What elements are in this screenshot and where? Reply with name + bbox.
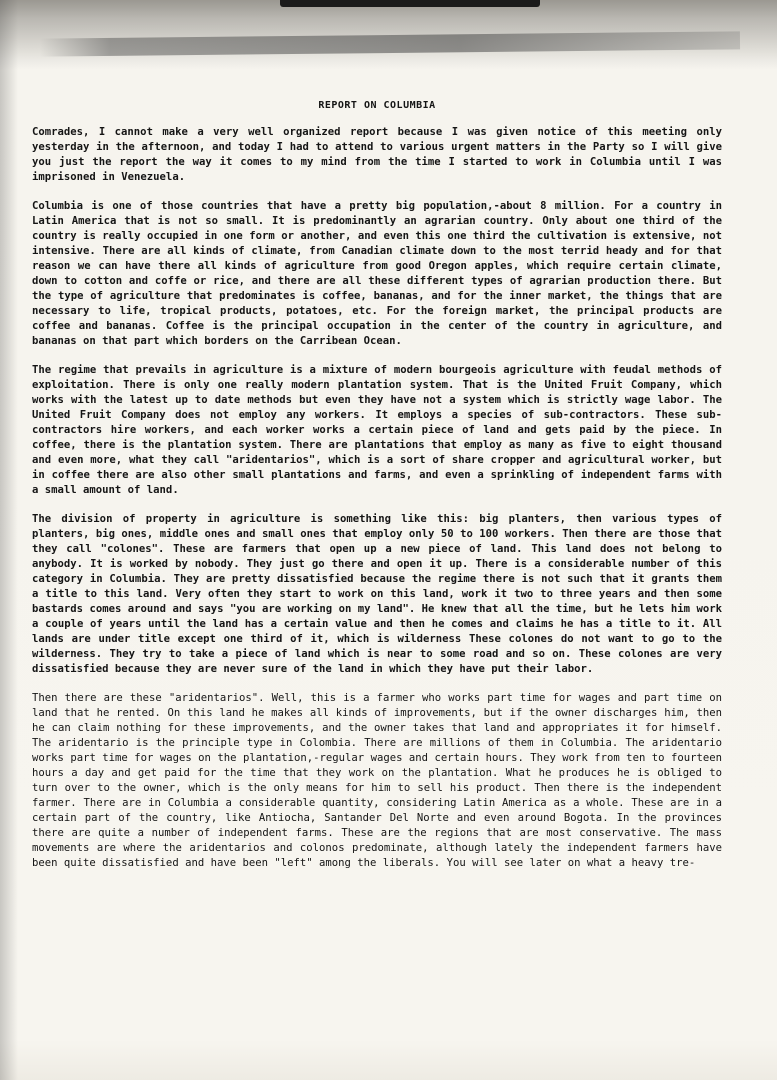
paragraph-aridentarios: Then there are these "aridentarios". Well, this is a farmer who works part time for wages and part time on land that he rented. On this land he makes all kinds of improvements, but if the owner discharges him, then he can claim nothing for these improvements, and the owner takes that land and appropriates it for himself. The aridentario is the principle type in Colombia. There are millions of them in Columbia. The aridentario works part time for wages on the plantation,-regular wages and certain hours. They work from ten to fourteen hours a day and get paid for the time that they work on the plantation. What he produces he is obliged to turn over to the owner, which is the only means for him to sell his product. Then there is the independent farmer. There are in Columbia a considerable quantity, considering Latin America as a whole. These are in a certain part of the country, like Antiocha, Santander Del Norte and even around Bogota. In the provinces there are quite a number of independent farms. These are the regions that are most conservative. The mass movements are where the aridentarios and colonos predominate, although lately the independent farmers have been quite dissatisfied and have been "left" among the liberals. You will see later on what a heavy tre- — [32, 692, 722, 869]
paragraph-agriculture-regime: The regime that prevails in agriculture is a mixture of modern bourgeois agriculture with feudal methods of exploitation. There is only one really modern plantation system. That is the United Fruit Company, which works with the latest up to date methods but even they have not a system which is strictly wage labor. The United Fruit Company does not employ any workers. It employs a species of sub-contractors. These sub-contractors hire workers, and each worker works a certain piece of land and gets paid by the piece. In coffee, there is the plantation system. There are plantations that employ as many as five to eight thousand and even more, what they call "aridentarios", which is a sort of share cropper and agricultural worker, but in coffee there are also other small plantations and farms, and even a sprinkling of independent farms with a small amount of land. — [32, 364, 722, 496]
scan-left-shadow — [0, 0, 18, 1080]
paragraph-intro: Comrades, I cannot make a very well organized report because I was given notice of this meeting only yesterday in the afternoon, and today I had to attend to various urgent matters in the Party so I will give you just the report the way it comes to my mind from the time I started to work in Columbia until I was imprisoned in Venezuela. — [32, 126, 722, 183]
paragraph-country-overview: Columbia is one of those countries that have a pretty big population,-about 8 million. For a country in Latin America that is not so small. It is predominantly an agrarian country. Only about one third of the country is really occupied in one form or another, and even this one third the cultivation is extensive, not intensive. There are all kinds of climate, from Canadian climate down to the most terrid heady and for that reason we can have there all kinds of agriculture from good Oregon apples, which require certain climate, down to cotton and coffe or rice, and there are all these different types of agrarian production there. But the type of agriculture that predominates is coffee, bananas, and for the inner market, the things that are necessary to life, tropical products, potatoes, etc. For the foreign market, the principal products are coffee and bananas. Coffee is the principal occupation in the center of the country in agriculture, and bananas on that part which borders on the Carribean Ocean. — [32, 200, 722, 347]
paragraph-property-division: The division of property in agriculture is something like this: big planters, then various types of planters, big ones, middle ones and small ones that employ only 50 to 100 workers. Then there are those that they call "colones". These are farmers that open up a new piece of land. This land does not belong to anybody. It is worked by nobody. They just go there and open it up. There is a considerable number of this category in Columbia. They are pretty dissatisfied because the regime there is not such that it grants them a title to this land. Very often they start to work on this land, work it two to three years and then some bastards comes around and says "you are working on my land". He knew that all the time, but he lets him work a couple of years until the land has a certain value and then he comes and claims he has a title to it. All lands are under title except one third of it, which is wilderness These colones do not want to go to the wilderness. They try to take a piece of land which is near to some road and so on. These colones are very dissatisfied because they are never sure of the land in which they have put their labor. — [32, 513, 722, 675]
binder-clip-mark — [280, 0, 540, 7]
typewritten-report — [32, 100, 722, 885]
report-title: REPORT ON COLUMBIA — [318, 100, 436, 111]
